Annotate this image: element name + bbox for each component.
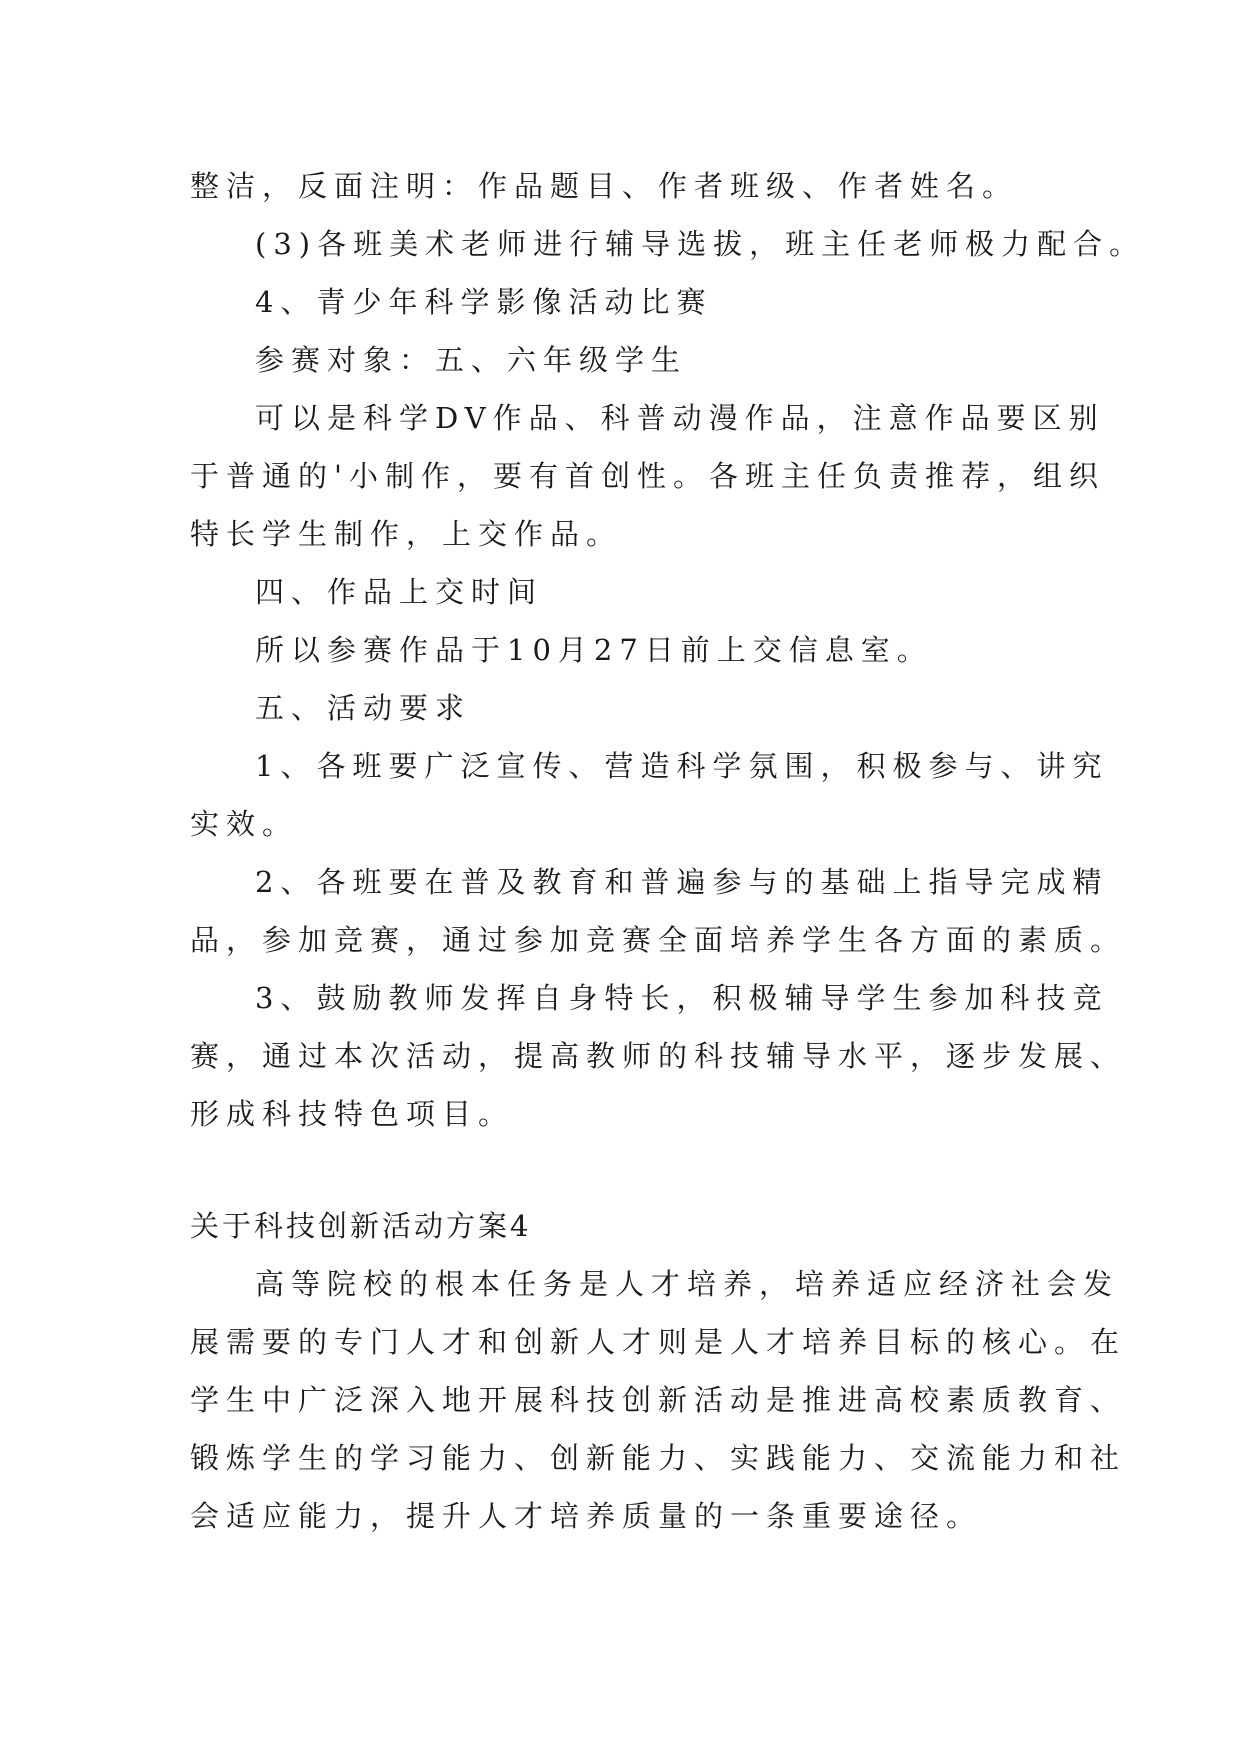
section-heading: 四、作品上交时间 (255, 575, 544, 609)
text-line: 形成科技特色项目。 (190, 1097, 515, 1131)
text-line: 学生中广泛深入地开展科技创新活动是推进高校素质教育、 (190, 1383, 1127, 1417)
text-line: 特长学生制作，上交作品。 (190, 517, 623, 551)
text-line: 可以是科学DV作品、科普动漫作品，注意作品要区别 (255, 401, 1105, 435)
text-line: 1、各班要广泛宣传、营造科学氛围，积极参与、讲究 (255, 749, 1109, 783)
text-line: 整洁，反面注明：作品题目、作者班级、作者姓名。 (190, 169, 1019, 203)
text-line: 赛，通过本次活动，提高教师的科技辅导水平，逐步发展、 (190, 1039, 1127, 1073)
text-line: 于普通的'小制作，要有首创性。各班主任负责推荐，组织 (190, 459, 1105, 493)
document-title: 关于科技创新活动方案4 (190, 1209, 532, 1243)
text-line: 锻炼学生的学习能力、创新能力、实践能力、交流能力和社 (190, 1441, 1127, 1475)
text-line: 品，参加竞赛，通过参加竞赛全面培养学生各方面的素质。 (190, 923, 1127, 957)
text-line: 实效。 (190, 807, 299, 841)
text-line: 展需要的专门人才和创新人才则是人才培养目标的核心。在 (190, 1325, 1127, 1359)
text-line: 高等院校的根本任务是人才培养，培养适应经济社会发 (255, 1267, 1120, 1301)
text-line: 2、各班要在普及教育和普遍参与的基础上指导完成精 (255, 865, 1109, 899)
text-line: 3、鼓励教师发挥自身特长，积极辅导学生参加科技竞 (255, 981, 1109, 1015)
section-heading: 五、活动要求 (255, 691, 472, 725)
text-line: (3)各班美术老师进行辅导选拔，班主任老师极力配合。 (255, 227, 1146, 261)
text-line: 4、青少年科学影像活动比赛 (255, 285, 713, 319)
text-line: 所以参赛作品于10月27日前上交信息室。 (255, 633, 933, 667)
text-line: 参赛对象：五、六年级学生 (255, 343, 688, 377)
text-line: 会适应能力，提升人才培养质量的一条重要途径。 (190, 1499, 983, 1533)
